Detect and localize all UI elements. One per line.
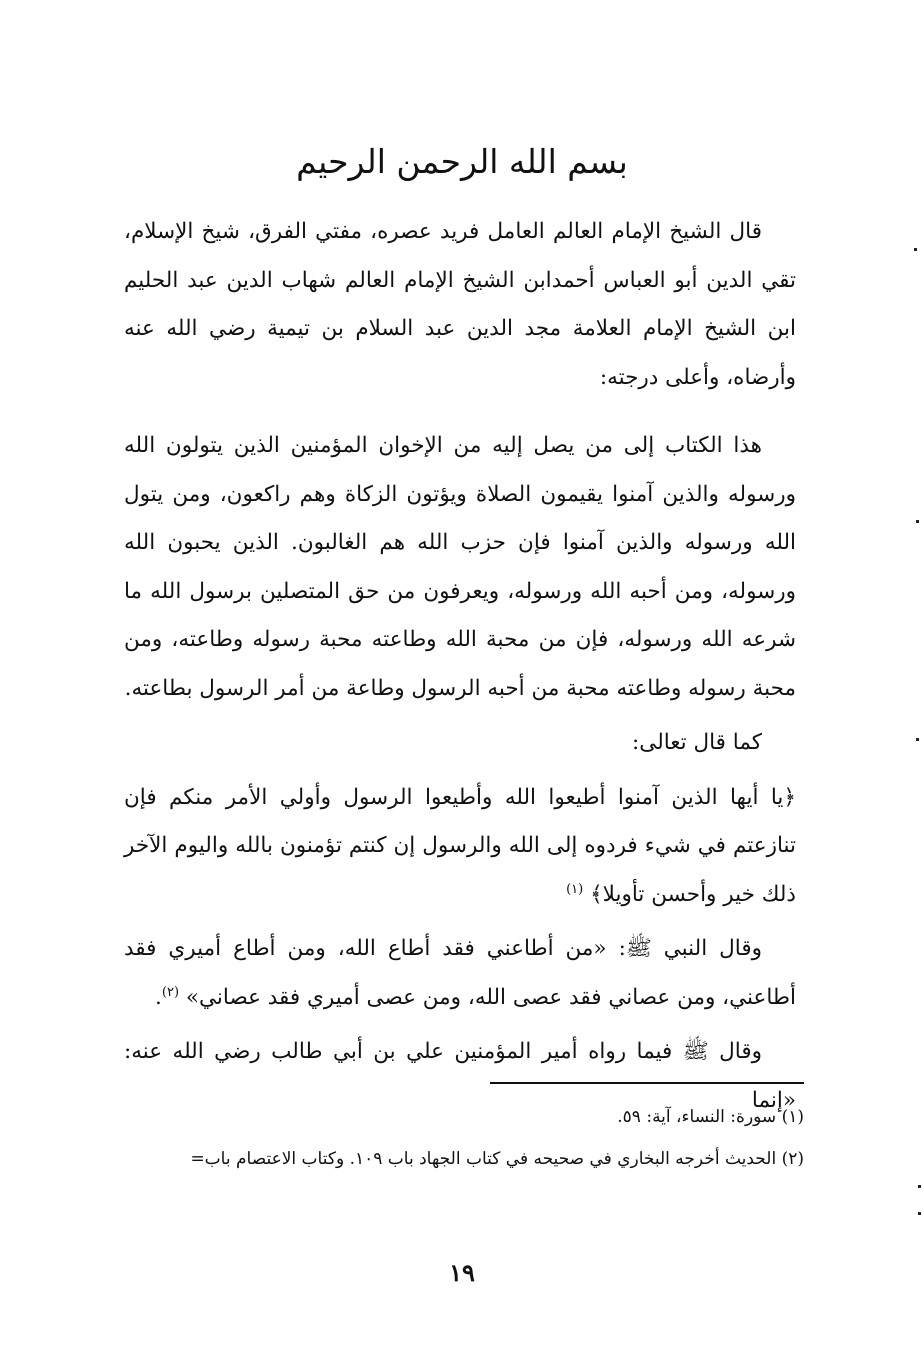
- paragraph-letter: هذا الكتاب إلى من يصل إليه من الإخوان المؤمنين الذين يتولون الله ورسوله والذين آمنوا يقيمون الصلاة ويؤتون الزكاة وهم راكعون، ومن يتول الله ورسوله والذين آمنوا فإن حزب الله هم الغالبون. الذين يحبون الله ورسوله، ومن أحبه الله ورسوله، ويعرفون من حق المتصلين برسول الله ما شرعه الله ورسوله، فإن من محبة الله وطاعته محبة رسوله وطاعته، ومن محبة رسوله وطاعته محبة من أحبه الرسول وطاعة من أمر الرسول بطاعته.: [124, 433, 796, 701]
- paragraph-quran-intro: كما قال تعالى:: [632, 730, 762, 755]
- basmala-heading: بسم الله الرحمن الرحيم: [296, 142, 628, 181]
- scan-speck: [918, 1212, 921, 1215]
- scan-speck: [916, 520, 919, 523]
- page-number: ١٩: [449, 1258, 475, 1287]
- scan-speck: [916, 738, 919, 741]
- scan-speck: [914, 248, 917, 251]
- hadith-1-text: وقال النبي ﷺ: «من أطاعني فقد أطاع الله، ومن أطاع أميري فقد أطاعني، ومن عصاني فقد عصى الله، ومن عصى أميري فقد عصاني»: [124, 936, 796, 1010]
- paragraph-hadith-2: وقال ﷺ فيما رواه أمير المؤمنين علي بن أبي طالب رضي الله عنه: «إنما: [124, 1039, 796, 1113]
- footnote-ref-2: (٢): [161, 984, 180, 1000]
- main-text: [124, 208, 796, 1125]
- hadith-1-end: .: [155, 984, 162, 1010]
- paragraph-hadith-1: [124, 925, 796, 1022]
- paragraph-intro: قال الشيخ الإمام العالم العامل فريد عصره، مفتي الفرق، شيخ الإسلام، تقي الدين أبو العباس أحمدابن الشيخ الإمام العالم شهاب الدين عبد الحليم ابن الشيخ الإمام العلامة مجد الدين عبد السلام بن تيمية رضي الله عنه وأرضاه، وأعلى درجته:: [124, 219, 796, 390]
- footnote-divider: [490, 1082, 804, 1084]
- footnote-ref-1: (١): [566, 881, 584, 897]
- paragraph-quran-verse: [124, 774, 796, 920]
- scan-speck: [918, 1185, 921, 1188]
- footnotes: [100, 1096, 804, 1180]
- footnote-2: (٢) الحديث أخرجه البخاري في صحيحه في كتاب الجهاد باب ١٠٩. وكتاب الاعتصام باب=: [190, 1149, 804, 1169]
- quran-verse-text: ﴿يا أيها الذين آمنوا أطيعوا الله وأطيعوا الرسول وأولي الأمر منكم فإن تنازعتم في شيء فردوه إلى الله والرسول إن كنتم تؤمنون بالله واليوم الآخر ذلك خير وأحسن تأويلا﴾: [124, 784, 796, 907]
- footnote-1: (١) سورة: النساء، آية: ٥٩.: [617, 1107, 804, 1127]
